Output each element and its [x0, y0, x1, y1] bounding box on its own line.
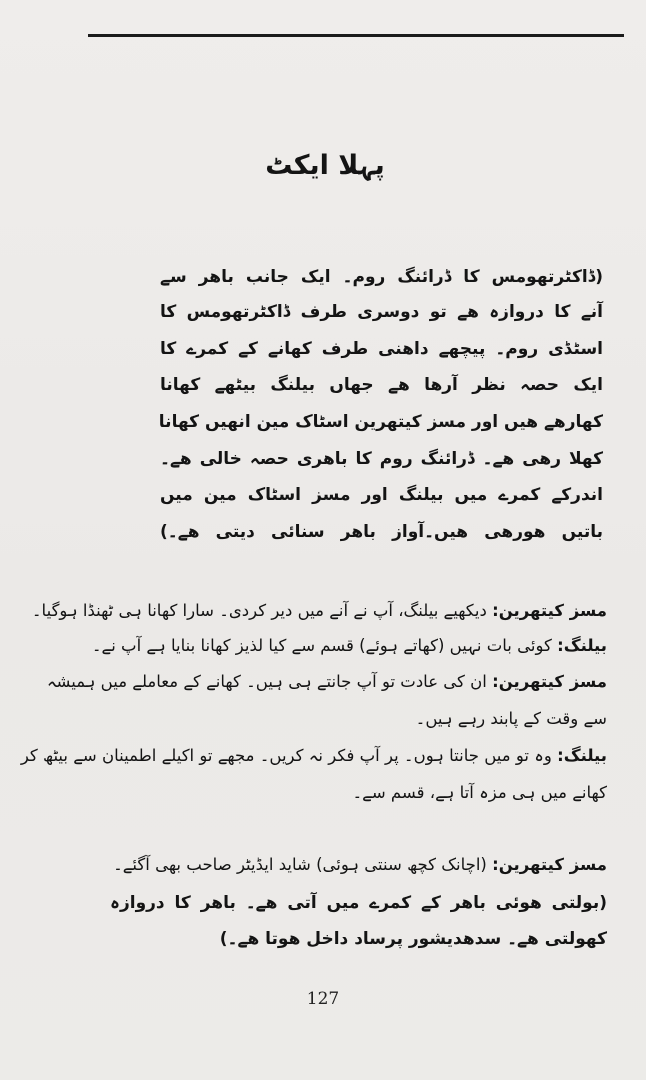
dialogue-text: سے وقت کے پابند رہے ہیں۔	[415, 709, 607, 728]
stage-direction-line: کھلا رھی ھے۔ ڈرائنگ روم کا باھری حصہ خالی ھے۔	[160, 449, 603, 469]
dialogue-text: کھانے میں ہی مزہ آتا ہے، قسم سے۔	[352, 783, 607, 802]
stage-direction-line: آنے کا دروازہ ھے تو دوسری طرف ڈاکٹرتھومس کا	[160, 302, 603, 322]
speaker-name: بیلنگ:	[557, 746, 607, 765]
stage-direction-line: (بولتی ھوئی باھر کے کمرے میں آتی ھے۔ باھر کا دروازہ	[110, 893, 607, 913]
dialogue-line	[46, 667, 607, 697]
dialogue-line	[20, 741, 607, 771]
dialogue-text: دیکھیے بیلنگ، آپ نے آنے میں دیر کردی۔ سارا کھانا ہی ٹھنڈا ہوگیا۔	[31, 601, 493, 620]
stage-direction-line: باتیں ھورھی ھیں۔آواز باھر سنائی دیتی ھے۔)	[160, 522, 603, 542]
stage-direction-line: (ڈاکٹرتھومس کا ڈرائنگ روم۔ ایک جانب باھر سے	[160, 267, 603, 287]
dialogue-text: کوئی بات نہیں (کھاتے ہوئے) قسم سے کیا لذیز کھانا بنایا ہے آپ نے۔	[91, 636, 558, 655]
dialogue-line	[80, 704, 607, 734]
header-rule	[88, 34, 624, 37]
stage-direction-line: کھولتی ھے۔ سدھدیشور پرساد داخل ھوتا ھے۔)	[219, 929, 607, 949]
stage-direction-line: ایک حصہ نظر آرھا ھے جھاں بیلنگ بیٹھے کھانا	[160, 375, 603, 395]
speaker-name: مسز کیتھرین:	[492, 672, 607, 691]
dialogue-text: (اچانک کچھ سنتی ہوئی) شاید ایڈیٹر صاحب بھی آگئے۔	[113, 855, 493, 874]
speaker-name: مسز کیتھرین:	[492, 601, 607, 620]
page-title: پہلا ایکٹ	[265, 150, 385, 181]
stage-direction-line: کھارھے ھیں اور مسز کیتھرین اسٹاک مین انھیں کھانا	[158, 412, 603, 432]
dialogue-text: ان کی عادت تو آپ جانتے ہی ہیں۔ کھانے کے معاملے میں ہمیشہ	[46, 672, 493, 691]
dialogue-line	[80, 631, 607, 661]
page-number: 127	[306, 989, 340, 1009]
stage-direction-line: اسٹڈی روم۔ پیچھے داھنی طرف کھانے کے کمرے کا	[160, 339, 603, 359]
speaker-name: بیلنگ:	[557, 636, 607, 655]
stage-direction-line: اندرکے کمرے میں بیلنگ اور مسز اسٹاک مین میں	[160, 485, 603, 505]
speaker-name: مسز کیتھرین:	[492, 855, 607, 874]
dialogue-line	[80, 778, 607, 808]
dialogue-line	[31, 596, 607, 626]
dialogue-text: وہ تو میں جانتا ہوں۔ پر آپ فکر نہ کریں۔ مجھے تو اکیلے اطمینان سے بیٹھ کر	[20, 746, 558, 765]
dialogue-line	[80, 850, 607, 880]
